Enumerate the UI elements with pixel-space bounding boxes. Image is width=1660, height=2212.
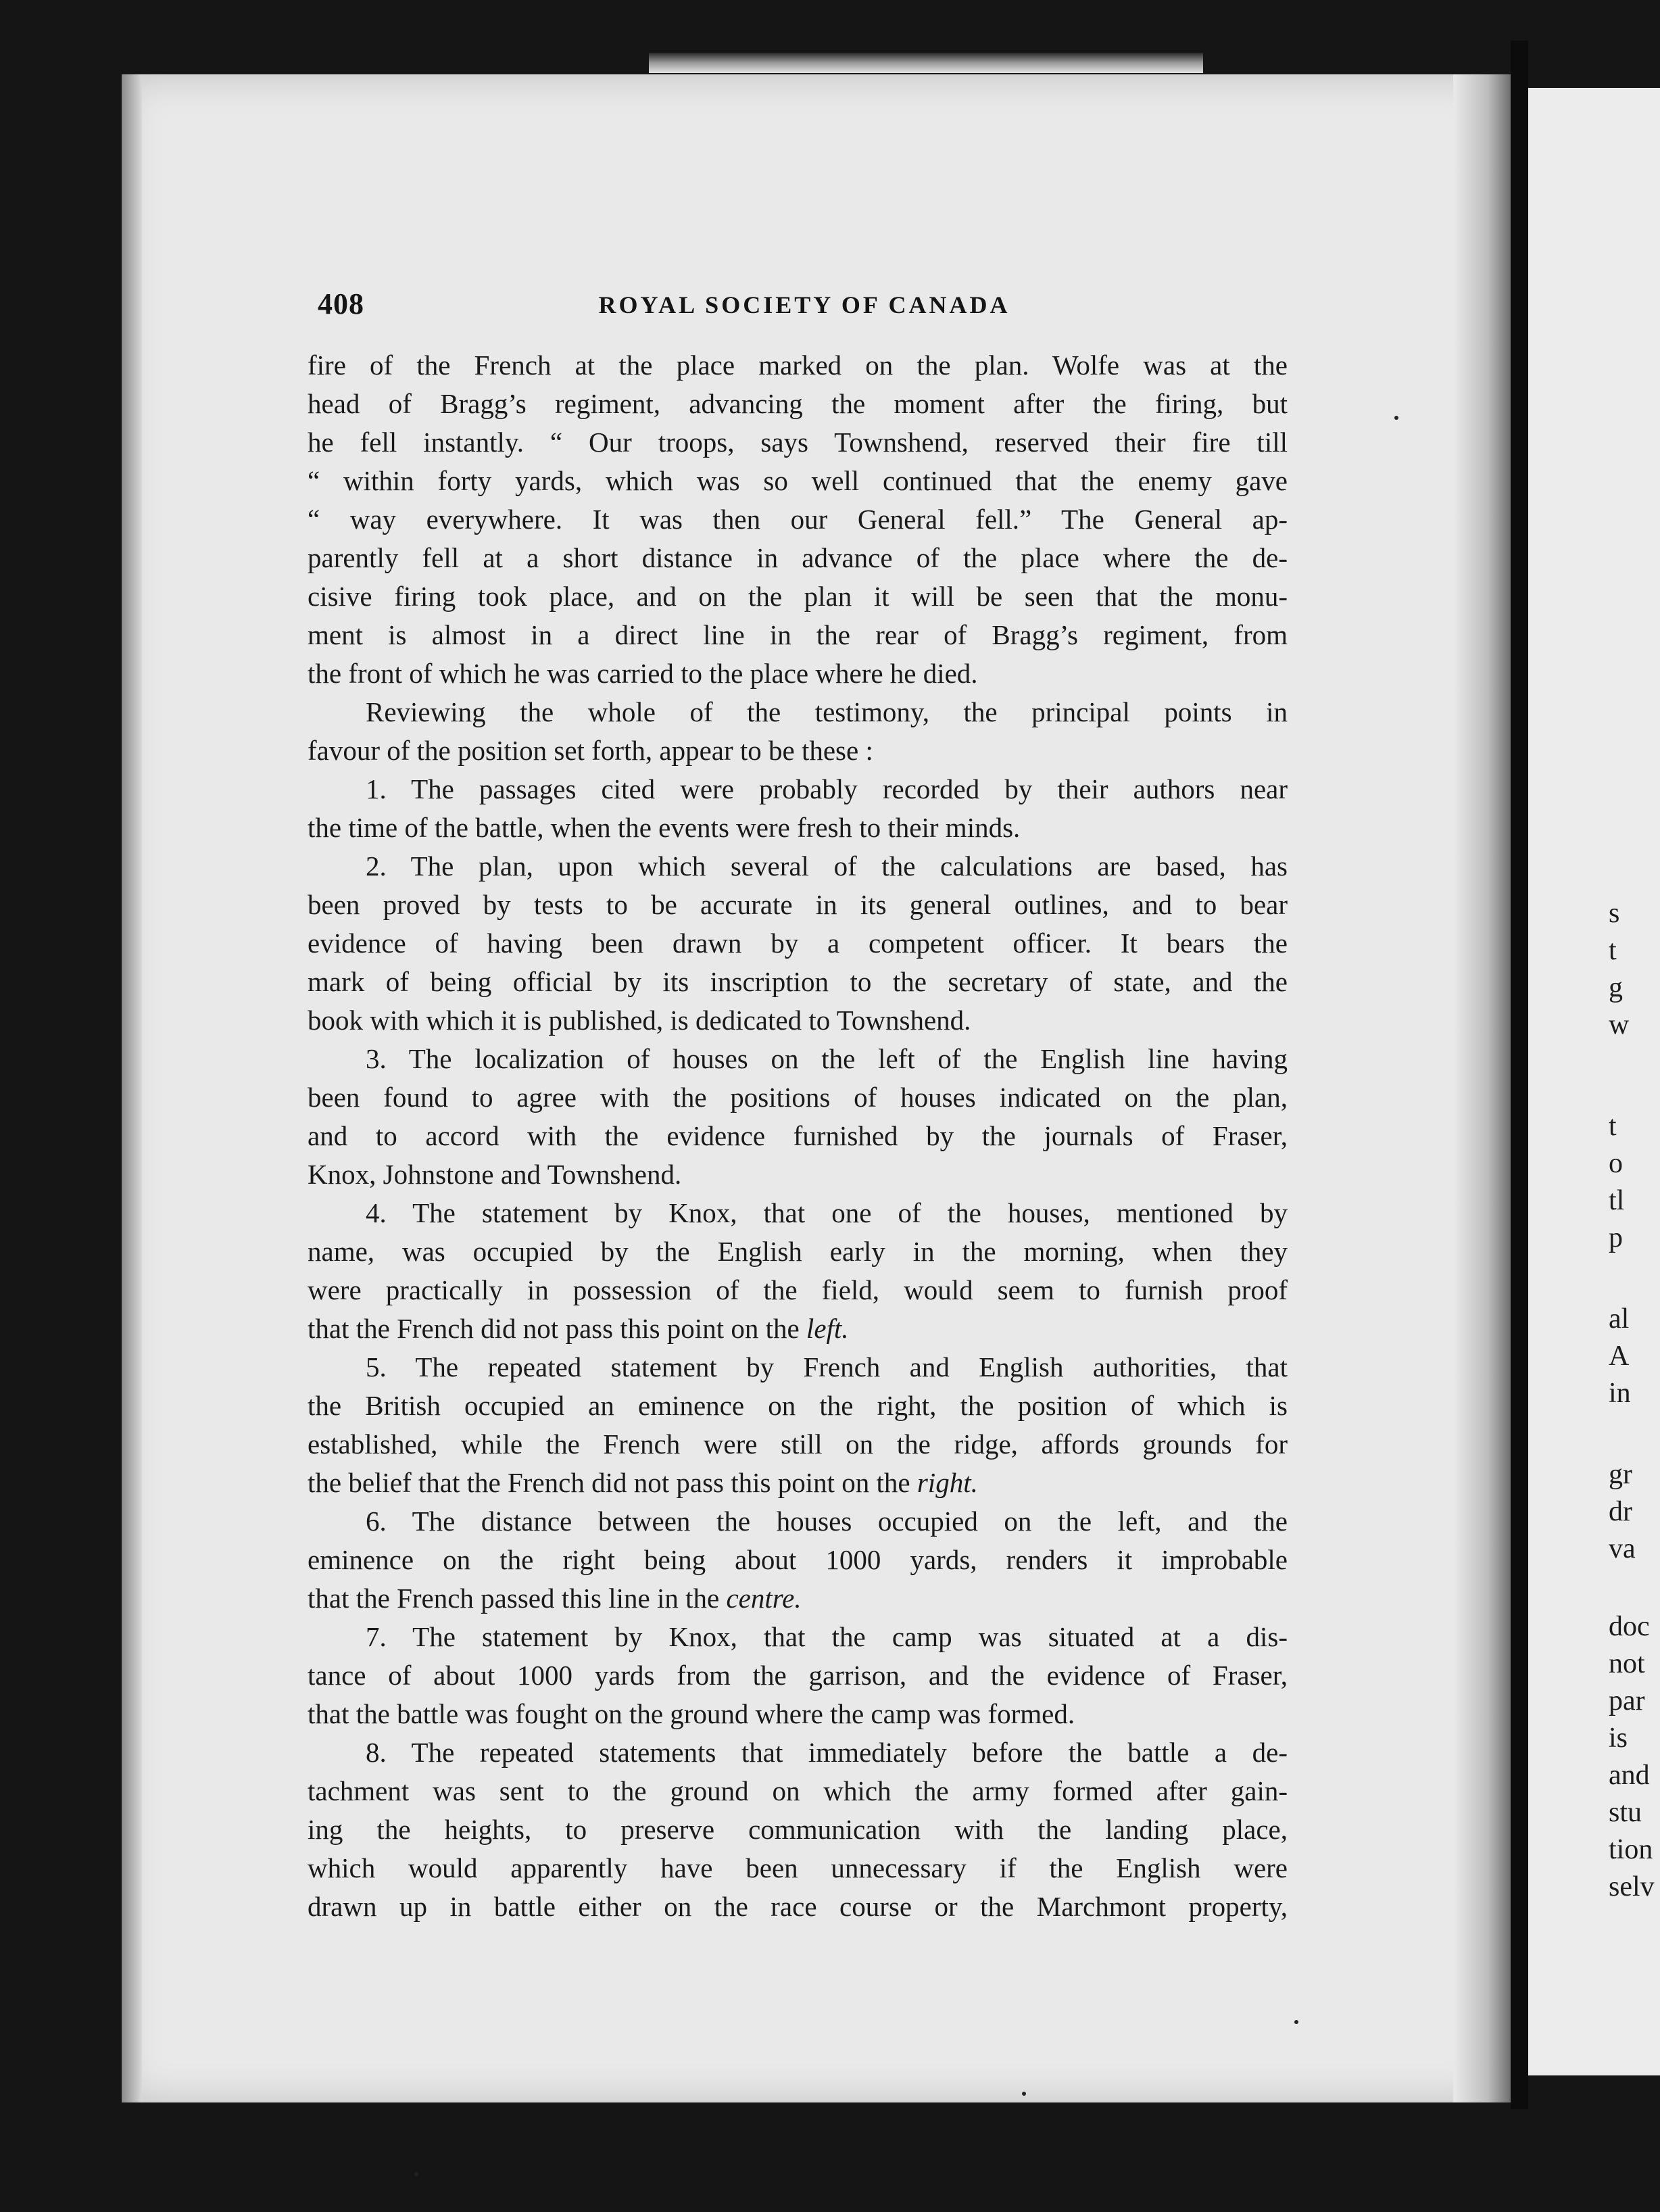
text-line: “ within forty yards, which was so well continued that the enemy gave [308,465,1288,496]
running-head: ROYAL SOCIETY OF CANADA [598,291,1010,318]
text-line: ment is almost in a direct line in the rear of Bragg’s regiment, from [308,619,1288,650]
next-page-fragment: doc [1609,1611,1650,1642]
text-line-start: that the French passed this line in the [308,1583,720,1614]
text-line: name, was occupied by the English early in the morning, when they [308,1236,1288,1267]
next-page-fragment: tion [1609,1834,1653,1865]
text-line: eminence on the right being about 1000 yards, renders it improbable [308,1544,1288,1575]
text-line: he fell instantly. “ Our troops, says Townshend, reserved their fire till [308,427,1288,458]
text-line: ing the heights, to preserve communication with the landing place, [308,1814,1288,1845]
text-line: evidence of having been drawn by a competent officer. It bears the [308,928,1288,959]
next-page-fragment: gr [1609,1459,1632,1490]
text-line-with-italic [308,1464,1288,1502]
text-line: 4. The statement by Knox, that one of the houses, mentioned by [366,1197,1288,1228]
text-line: head of Bragg’s regiment, advancing the moment after the firing, but [308,388,1288,419]
text-line: 3. The localization of houses on the left of the English line having [366,1043,1288,1074]
text-line: drawn up in battle either on the race course or the Marchmont property, [308,1891,1288,1922]
next-page-fragment: not [1609,1648,1645,1679]
text-line: and to accord with the evidence furnished by the journals of Fraser, [308,1120,1288,1151]
book-gutter [1511,41,1528,2109]
next-page-fragment: p [1609,1222,1623,1253]
next-page-fragment: g [1609,972,1623,1003]
page-top-edge [649,53,1203,73]
text-line: 1. The passages cited were probably recorded by their authors near [366,773,1288,804]
text-line: the time of the battle, when the events were fresh to their minds. [308,812,1021,843]
text-line-start: the belief that the French did not pass this point on the [308,1467,910,1498]
text-line: cisive firing took place, and on the plan it will be seen that the monu- [308,581,1288,612]
scan-speck [1294,2020,1298,2024]
next-page-fragment: t [1609,1111,1617,1142]
text-line: Knox, Johnstone and Townshend. [308,1159,682,1190]
page-number: 408 [318,287,364,320]
next-page-fragment: w [1609,1009,1630,1040]
scan-speck [1022,2092,1026,2096]
text-line: established, while the French were still on the ridge, affords grounds for [308,1428,1288,1460]
text-line: parently fell at a short distance in advance of the place where the de- [308,542,1288,573]
page-fold-shadow [1453,74,1511,2102]
text-line: Reviewing the whole of the testimony, the principal points in [366,696,1288,727]
next-page-fragment: selv [1609,1871,1655,1902]
text-line: 2. The plan, upon which several of the calculations are based, has [366,850,1288,882]
next-page-fragment: in [1609,1378,1631,1409]
next-page-fragment: s [1609,898,1620,929]
text-line: 8. The repeated statements that immediately before the battle a de- [366,1737,1288,1768]
italic-word-left: left. [806,1313,849,1344]
scan-speck [414,2172,418,2176]
text-line-start: that the French did not pass this point on the [308,1313,800,1344]
text-line: the front of which he was carried to the place where he died. [308,658,978,689]
next-page-fragment: tl [1609,1185,1625,1216]
text-line: the British occupied an eminence on the right, the position of which is [308,1390,1288,1421]
next-page-fragment: o [1609,1148,1623,1179]
text-line: been found to agree with the positions of houses indicated on the plan, [308,1082,1288,1113]
text-line: mark of being official by its inscription to the secretary of state, and the [308,966,1288,997]
scan-speck [1394,416,1398,420]
next-page-fragment: is [1609,1723,1628,1754]
italic-word-centre: centre. [726,1583,802,1614]
text-line-with-italic [308,1579,1288,1618]
next-page-fragment: dr [1609,1496,1632,1527]
next-page-fragment: stu [1609,1797,1642,1828]
next-page-fragment: and [1609,1760,1650,1791]
next-page-fragment: va [1609,1533,1636,1564]
text-line: “ way everywhere. It was then our General fell.” The General ap- [308,504,1288,535]
page-left-edge [122,74,142,2102]
text-line: favour of the position set forth, appear to be these : [308,735,873,766]
next-page-fragment: al [1609,1303,1630,1335]
page-header [318,287,1291,327]
next-page-fragment: par [1609,1685,1645,1716]
text-line: 7. The statement by Knox, that the camp was situated at a dis- [366,1621,1288,1652]
next-page-fragment: A [1609,1341,1630,1372]
text-line: were practically in possession of the field, would seem to furnish proof [308,1274,1288,1305]
text-line: that the battle was fought on the ground where the camp was formed. [308,1698,1075,1729]
text-line: tachment was sent to the ground on which the army formed after gain- [308,1775,1288,1806]
body-text [308,346,1288,1926]
italic-word-right: right. [917,1467,978,1498]
text-line: fire of the French at the place marked on the plan. Wolfe was at the [308,350,1288,381]
next-page-fragment: t [1609,935,1617,966]
text-line: 5. The repeated statement by French and English authorities, that [366,1351,1288,1382]
text-line: tance of about 1000 yards from the garrison, and the evidence of Fraser, [308,1660,1288,1691]
text-line-with-italic [308,1309,1288,1348]
text-line: which would apparently have been unnecessary if the English were [308,1852,1288,1883]
text-line: 6. The distance between the houses occupied on the left, and the [366,1506,1288,1537]
text-line: been proved by tests to be accurate in its general outlines, and to bear [308,889,1288,920]
text-line: book with which it is published, is dedicated to Townshend. [308,1005,971,1036]
